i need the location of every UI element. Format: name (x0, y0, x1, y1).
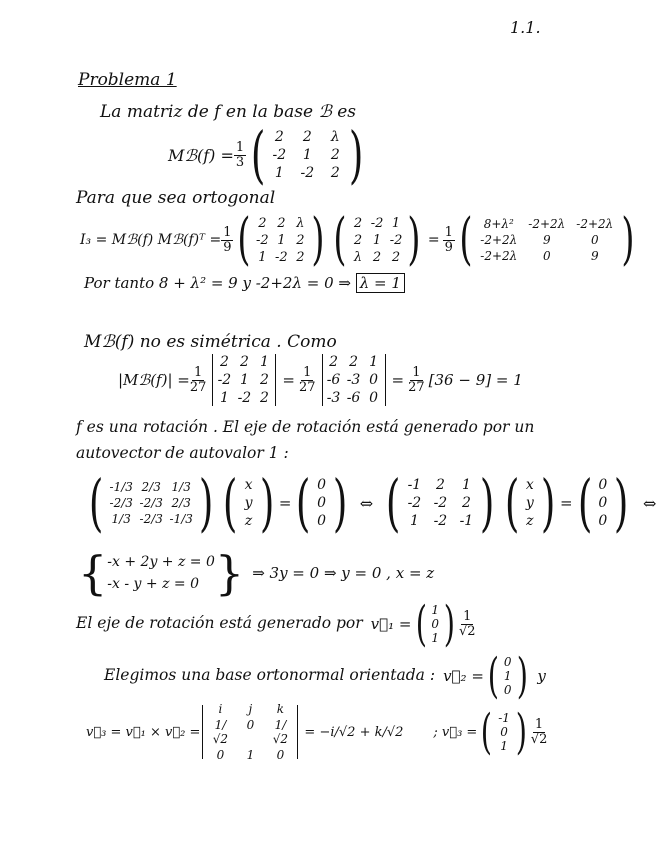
cell: 1 (503, 669, 512, 683)
cell: 1 (372, 232, 382, 248)
cell: 2 (391, 249, 401, 265)
equivalence-arrow-2: ⇔ (643, 493, 656, 513)
equals-sign: = (560, 494, 573, 512)
detB-grid (327, 354, 381, 406)
cell: 2 (330, 165, 340, 181)
problem-title: Problema 1 (78, 70, 177, 90)
cell: 1 (246, 748, 255, 762)
fraction-sqrt2: $\frac{1}{√2}$ (458, 608, 476, 639)
vecxyz (243, 477, 255, 529)
system-solution: ⇒ 3y = 0 ⇒ y = 0 , x = z (252, 564, 435, 582)
cell: 2 (296, 249, 305, 265)
left-paren: ( (415, 596, 427, 652)
line-not-symmetric: Mℬ(f) no es simétrica . Como (84, 332, 337, 352)
cell: -1 (498, 711, 510, 725)
cell: 2 (302, 129, 312, 145)
cell: -1/3 (169, 512, 193, 526)
cell: -2+2λ (480, 233, 518, 247)
cell: λ (330, 129, 340, 145)
v2-label: v⃗₂ = (443, 667, 484, 685)
cell: -1 (407, 477, 422, 493)
cell: 1/√2 (272, 718, 289, 746)
cell: 1/3 (111, 512, 131, 526)
cell: λ (353, 249, 363, 265)
matrix-MB (168, 118, 369, 191)
right-paren: ) (407, 207, 421, 272)
right-brace: } (214, 546, 245, 600)
right-paren: ) (349, 118, 364, 191)
matB3-grid (477, 217, 617, 263)
left-paren: ( (504, 466, 519, 539)
left-paren: ( (386, 466, 401, 539)
right-paren: ) (540, 466, 556, 539)
cell: -2 (407, 495, 422, 511)
cell: -2 (255, 232, 269, 248)
left-paren: ( (250, 118, 266, 191)
cell: -3 (346, 372, 361, 388)
identity-equation (80, 207, 639, 272)
left-paren: ( (333, 207, 347, 272)
fraction-third: $\frac{1}{3}$ (235, 139, 245, 170)
basis-text: Elegimos una base ortonormal orientada : (104, 666, 436, 685)
cell: 2 (372, 249, 382, 265)
matD-grid (405, 477, 475, 529)
equals-sign: = (282, 371, 295, 389)
left-paren: ( (459, 207, 473, 272)
page-number: 1.1. (510, 18, 541, 37)
matC-grid (108, 480, 194, 526)
cell: -2 (217, 372, 232, 388)
det-rhs: [36 − 9] = 1 (428, 371, 523, 389)
det-bar-right (297, 705, 298, 759)
right-paren: ) (443, 596, 456, 652)
cross-rhs: = −i/√2 + k/√2 (304, 724, 404, 740)
cell: 0 (431, 617, 440, 631)
equation-2: -x - y + z = 0 (107, 576, 199, 592)
cell: 1 (277, 232, 286, 248)
left-paren: ( (487, 648, 499, 704)
cell: 9 (542, 233, 551, 247)
matB1-grid (255, 216, 307, 265)
vec-zero (316, 477, 328, 529)
cell: 0 (598, 513, 608, 529)
v2-vector (503, 655, 513, 697)
line-matrix-intro: La matriz de f en la base ℬ es (100, 102, 357, 122)
cell: 0 (500, 725, 508, 739)
cell: 0 (590, 233, 599, 247)
cell: x (525, 477, 534, 493)
line-orthogonal: Para que sea ortogonal (76, 188, 276, 208)
cell: 2 (461, 495, 471, 511)
cell: 1 (500, 739, 508, 753)
cell: 2 (296, 232, 305, 248)
cell: k (276, 702, 285, 716)
cell: 0 (598, 477, 608, 493)
right-paren: ) (621, 207, 635, 272)
axis-line (76, 596, 476, 652)
cell: 2 (353, 215, 363, 231)
cell: -2/3 (109, 496, 133, 510)
left-paren: ( (237, 207, 251, 272)
matA-grid (270, 129, 344, 181)
left-paren: ( (223, 466, 238, 539)
cell: -6 (326, 372, 341, 388)
cell: -2/3 (139, 512, 163, 526)
cell: 1 (431, 603, 440, 617)
fraction-27-2: $\frac{1}{27}$ (298, 364, 316, 395)
cell: -1 (459, 513, 474, 529)
cell: 1 (369, 354, 378, 370)
fraction-ninth: $\frac{1}{9}$ (223, 224, 232, 255)
fraction-27: $\frac{1}{27}$ (189, 364, 207, 395)
v1-vector (430, 603, 440, 645)
cell: λ (296, 215, 305, 231)
cell: 2 (435, 477, 445, 493)
cell: 0 (317, 477, 327, 493)
cell: 1 (259, 354, 269, 370)
right-paren: ) (515, 704, 528, 760)
equals-sign: = (427, 232, 440, 248)
right-paren: ) (332, 466, 347, 539)
cell: 0 (542, 249, 551, 263)
cell: 0 (276, 748, 285, 762)
cell: 2 (239, 354, 249, 370)
cell: 8+λ² (483, 217, 514, 231)
cell: 9 (590, 249, 599, 263)
det-bar-left (202, 705, 203, 759)
cell: 1/3 (171, 480, 191, 494)
linear-system (78, 546, 435, 600)
cell: 1/√2 (212, 718, 229, 746)
cell: z (526, 513, 534, 529)
cell: -3 (326, 390, 341, 406)
cell: 1 (302, 147, 312, 163)
cell: 0 (598, 495, 608, 511)
cell: 0 (216, 748, 225, 762)
matB2-grid (351, 216, 403, 265)
boxed-result: λ = 1 (356, 273, 405, 293)
axis-text: El eje de rotación está generado por (76, 614, 363, 633)
cell: i (218, 702, 223, 716)
cell: 0 (503, 655, 512, 669)
cell: 2 (349, 354, 358, 370)
line-rotation: f es una rotación . El eje de rotación está generado por un (76, 418, 535, 436)
mb-label: Mℬ(f) = (168, 145, 234, 165)
cell: -2 (433, 513, 448, 529)
cell: 1 (409, 513, 419, 529)
cell: 2 (330, 147, 340, 163)
cell: -2 (389, 232, 403, 248)
left-paren: ( (88, 466, 104, 539)
basis-line (104, 648, 546, 704)
left-paren: ( (577, 466, 592, 539)
cell: -2 (300, 165, 315, 181)
right-paren: ) (199, 466, 214, 539)
cell: 2 (353, 232, 363, 248)
cell: 0 (503, 683, 512, 697)
cell: 2 (329, 354, 338, 370)
fraction-27-3: $\frac{1}{27}$ (408, 364, 425, 395)
fraction-ninth-2: $\frac{1}{9}$ (444, 224, 453, 255)
cell: -2 (370, 215, 384, 231)
cell: -2 (237, 390, 252, 406)
line-por-tanto (84, 276, 405, 291)
cell: y (525, 495, 534, 511)
cell: 0 (369, 372, 378, 388)
and-word: y (537, 667, 546, 685)
cell: 1 (274, 165, 284, 181)
cell: 1 (239, 372, 249, 388)
detA-grid (217, 354, 271, 406)
cell: 2 (259, 390, 269, 406)
cross-grid (207, 702, 293, 762)
cell: 1 (461, 477, 471, 493)
right-paren: ) (259, 466, 274, 539)
det-bar-left (212, 354, 213, 406)
v3-label: ; v⃗₃ = (433, 724, 478, 740)
i3-lhs: I₃ = Mℬ(f) Mℬ(f)ᵀ = (80, 232, 222, 248)
det-bar-right (275, 354, 276, 406)
cell: y (244, 495, 253, 511)
cell: 0 (317, 495, 327, 511)
right-paren: ) (516, 648, 528, 704)
cell: 2/3 (171, 496, 191, 510)
v3-lhs: v⃗₃ = v⃗₁ × v⃗₂ = (86, 724, 201, 740)
left-paren: ( (296, 466, 311, 539)
right-paren: ) (613, 466, 629, 539)
cell: 1 (431, 631, 440, 645)
cell: 2/3 (141, 480, 161, 494)
cell: j (248, 702, 253, 716)
left-paren: ( (481, 704, 493, 760)
cell: 1 (219, 390, 229, 406)
cell: 2 (258, 215, 267, 231)
cell: 0 (369, 390, 378, 406)
cell: -2 (272, 147, 287, 163)
cell: 2 (277, 215, 286, 231)
v1-label: v⃗₁ = (370, 615, 412, 633)
equation-1: -x + 2y + z = 0 (107, 554, 215, 570)
cross-product-line (86, 702, 547, 762)
det-bar-left (322, 354, 323, 406)
det-bar-right (385, 354, 386, 406)
cell: 0 (317, 513, 327, 529)
cell: -2+2λ (480, 249, 518, 263)
left-brace: { (78, 546, 108, 600)
vecxyz-2 (524, 477, 536, 529)
cell: 2 (259, 372, 269, 388)
cell: -6 (346, 390, 361, 406)
determinant-equation (118, 354, 523, 406)
vec-zero-2 (597, 477, 609, 529)
cell: -2 (433, 495, 448, 511)
equivalence-arrow: ⇔ (359, 493, 374, 513)
cell: 1 (391, 215, 401, 231)
right-paren: ) (480, 466, 495, 539)
cell: 2 (219, 354, 229, 370)
system-equations (107, 554, 215, 592)
cell: -2+2λ (528, 217, 566, 231)
cell: 1 (258, 249, 267, 265)
cell: -2 (274, 249, 288, 265)
cell: 0 (246, 718, 255, 732)
equals-sign: = (278, 494, 292, 512)
cell: -2/3 (139, 496, 163, 510)
line-eigenvector: autovector de autovalor 1 : (76, 444, 289, 462)
right-paren: ) (311, 207, 325, 272)
v3-vector (496, 711, 512, 753)
cell: x (244, 477, 253, 493)
eigen-system (84, 466, 656, 539)
por-tanto-text: Por tanto 8 + λ² = 9 y -2+2λ = 0 ⇒ (84, 274, 351, 292)
cell: 2 (274, 129, 284, 145)
cell: z (244, 513, 253, 529)
cell: -2+2λ (576, 217, 614, 231)
equals-sign: = (391, 371, 405, 389)
det-lhs: |Mℬ(f)| = (118, 371, 190, 389)
cell: -1/3 (109, 480, 133, 494)
fraction-sqrt2-2: $\frac{1}{√2}$ (530, 716, 548, 747)
